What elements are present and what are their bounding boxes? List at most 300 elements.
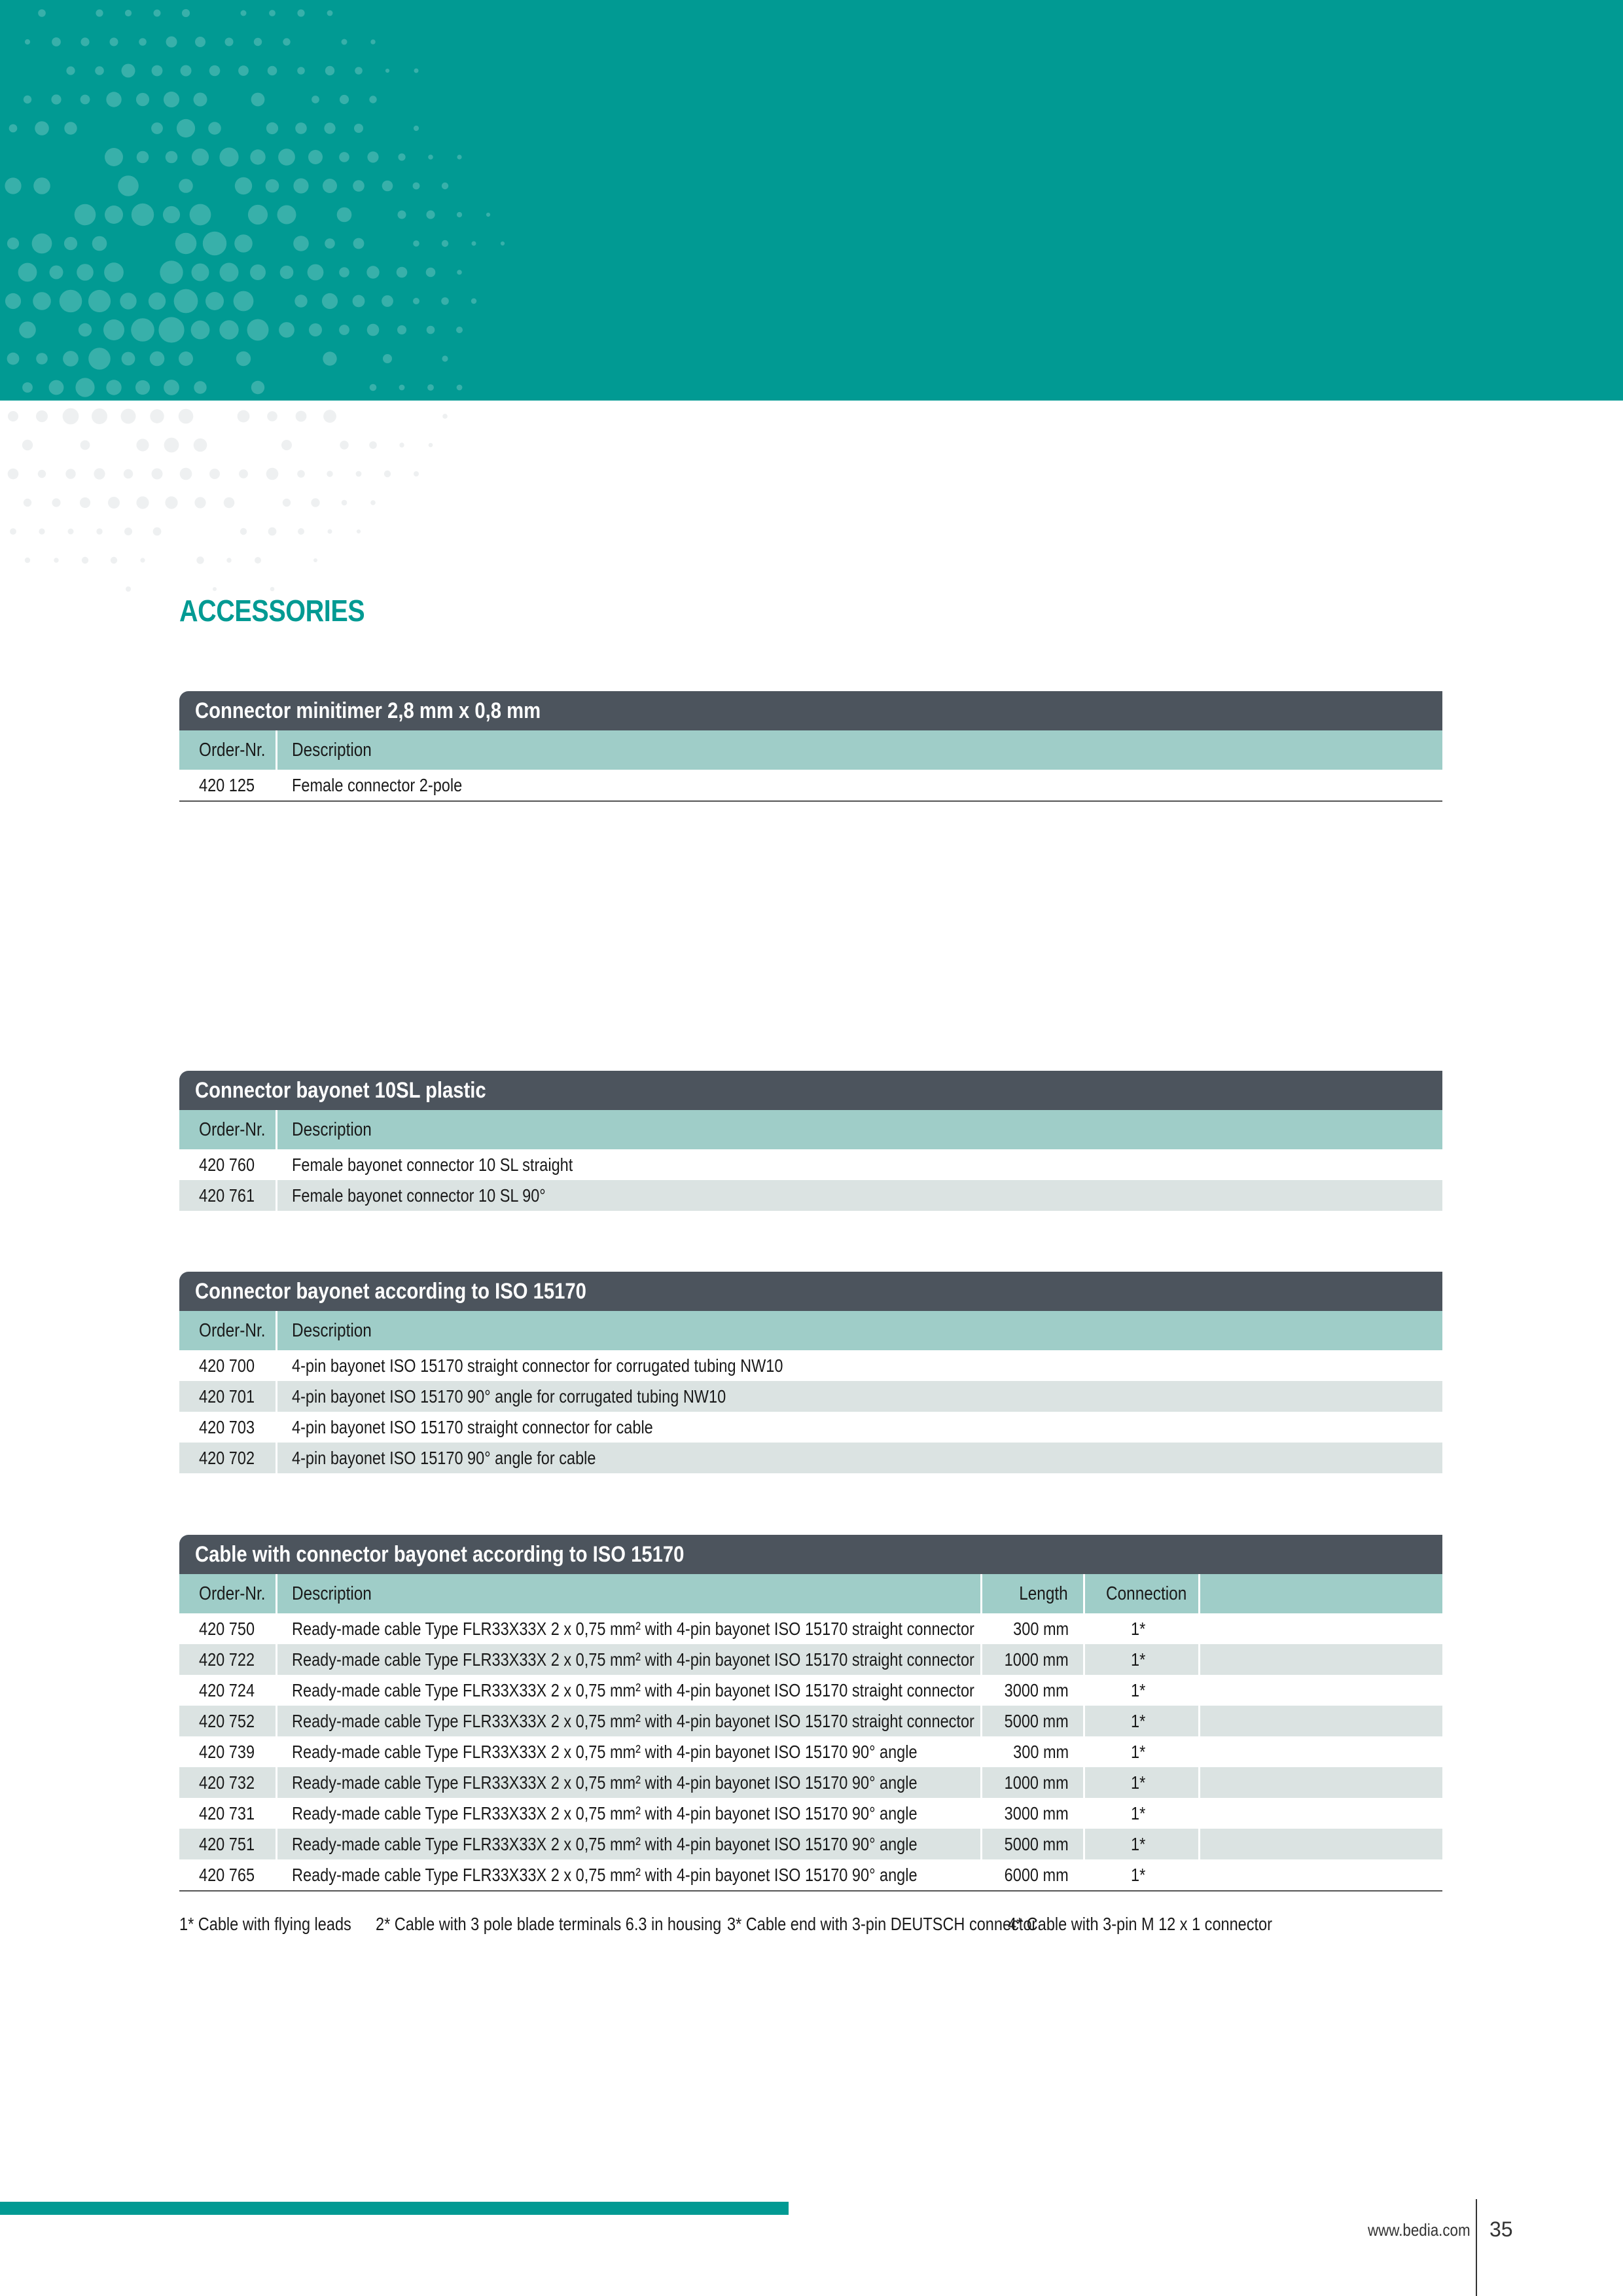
decorative-dot [158,317,184,342]
footer-divider [1476,2199,1477,2296]
table-header-row [179,1574,1442,1613]
length: 1000 mm [982,1767,1085,1798]
connection: 1* [1085,1706,1200,1736]
decorative-dot [60,290,82,313]
decorative-dot [255,557,261,564]
empty-cell [1200,1644,1442,1675]
decorative-dot [5,177,21,194]
decorative-dot [209,65,221,77]
decorative-dot [120,293,136,309]
decorative-dot [180,468,192,480]
order-number: 420 739 [179,1736,277,1767]
description: Ready-made cable Type FLR33X33X 2 x 0,75 mm² with 4-pin bayonet ISO 15170 straight connector [277,1644,982,1675]
decorative-dot [49,380,64,395]
header-description: Description [277,1574,982,1613]
decorative-dot [296,411,307,422]
decorative-dot [442,414,448,419]
decorative-dot [88,348,111,370]
length: 5000 mm [982,1829,1085,1859]
decorative-dot [7,353,20,365]
connection: 1* [1085,1675,1200,1706]
decorative-dot [22,382,33,393]
empty-cell [1200,1736,1442,1767]
decorative-dot [122,352,135,366]
decorative-dot [226,558,231,562]
decorative-dot [457,270,462,275]
decorative-dot [75,378,94,397]
table-row [179,1706,1442,1736]
decorative-dot [36,410,48,422]
decorative-dot [177,119,195,137]
description: Ready-made cable Type FLR33X33X 2 x 0,75 mm² with 4-pin bayonet ISO 15170 90° angle [277,1798,982,1829]
table-connector-minitimer [179,691,1442,802]
table-title: Connector bayonet according to ISO 15170 [179,1272,1442,1311]
decorative-dot [356,471,362,477]
table-row [179,1767,1442,1798]
decorative-dot [152,65,163,77]
decorative-dot [268,66,277,76]
description: Ready-made cable Type FLR33X33X 2 x 0,75 mm² with 4-pin bayonet ISO 15170 90° angle [277,1736,982,1767]
decorative-dot [164,438,179,453]
decorative-dot [426,210,435,219]
decorative-dot [342,39,348,45]
decorative-dot [88,290,111,312]
connection: 1* [1085,1644,1200,1675]
decorative-dot [442,355,448,361]
description: 4-pin bayonet ISO 15170 straight connector for corrugated tubing NW10 [292,1355,783,1376]
decorative-dot [383,354,392,363]
decorative-dot [277,206,296,224]
decorative-dot [54,558,58,562]
decorative-dot [213,587,217,591]
decorative-dot [238,410,250,423]
page-number: 35 [1489,2217,1513,2241]
decorative-dot [181,65,192,77]
order-number: 420 765 [179,1859,277,1890]
decorative-dot [293,236,309,251]
decorative-dot [165,496,177,509]
decorative-dot [457,212,462,217]
table-row [179,1180,1442,1211]
decorative-dot [340,95,349,104]
decorative-dot [196,556,204,564]
decorative-dot [108,497,120,509]
decorative-dot [501,242,505,245]
decorative-dot [398,153,405,160]
decorative-dot [266,179,279,193]
order-number: 420 752 [179,1706,277,1736]
decorative-dot [323,179,337,193]
decorative-dot [68,529,74,535]
decorative-dot [139,38,147,46]
table-row [179,1859,1442,1890]
decorative-dot [64,237,77,250]
decorative-dot [63,408,79,425]
decorative-dot [366,266,379,278]
decorative-dot [325,66,334,75]
decorative-dot [457,385,463,391]
empty-cell [1200,1859,1442,1890]
length: 6000 mm [982,1859,1085,1890]
decorative-dot [152,469,163,480]
length: 3000 mm [982,1675,1085,1706]
decorative-dot [208,122,221,135]
table-row [179,1412,1442,1443]
footnote-2: 2* Cable with 3 pole blade terminals 6.3 in housing [376,1914,722,1934]
decorative-dot [122,64,135,78]
decorative-dot [268,528,277,536]
decorative-dot [118,175,139,196]
decorative-dot [105,148,123,166]
decorative-dot [240,528,247,535]
header-order: Order-Nr. [179,1110,277,1149]
decorative-dot [239,469,248,478]
decorative-dot [313,558,317,562]
decorative-dot [471,298,476,304]
table-header-row [179,730,1442,770]
decorative-dot [110,38,118,46]
decorative-dot [429,443,433,448]
decorative-dot [220,263,239,282]
decorative-dot [382,181,393,192]
length: 3000 mm [982,1798,1085,1829]
decorative-dot [106,380,121,395]
decorative-dot [325,238,335,249]
decorative-dot [96,9,103,16]
decorative-dot [136,93,149,106]
connection: 1* [1085,1829,1200,1859]
order-number: 420 703 [179,1412,277,1443]
header-connection: Connection [1085,1574,1200,1613]
decorative-dot [25,558,30,563]
decorative-dot [311,498,319,507]
decorative-dot [33,292,51,310]
decorative-dot [111,557,117,564]
decorative-dot [224,497,235,509]
decorative-dot [135,380,150,395]
header-order: Order-Nr. [179,730,277,770]
decorative-dot [137,151,149,164]
table-row [179,1644,1442,1675]
decorative-dot [248,205,268,224]
decorative-dot [64,122,77,134]
header-description: Description [292,740,372,761]
decorative-dot [322,293,338,309]
connection: 1* [1085,1798,1200,1829]
decorative-dot [150,409,164,423]
decorative-dot [106,92,121,107]
decorative-dot [182,9,190,17]
decorative-dot [190,204,211,226]
footer-website-link[interactable]: www.bedia.com [1368,2220,1471,2240]
decorative-dot [339,267,349,278]
order-number: 420 751 [179,1829,277,1859]
table-row [179,770,1442,800]
decorative-dot [63,351,79,367]
length: 5000 mm [982,1706,1085,1736]
decorative-dot [266,122,278,134]
empty-cell [1200,1798,1442,1829]
connection: 1* [1085,1767,1200,1798]
decorative-dot [337,207,352,223]
decorative-dot [385,69,389,73]
table-title: Connector bayonet 10SL plastic [179,1071,1442,1110]
table-connector-bayonet-10sl [179,1071,1442,1211]
decorative-dot [414,126,419,131]
table-row [179,1736,1442,1767]
decorative-dot [80,95,90,105]
decorative-dot [136,496,149,509]
decorative-dot [327,10,333,16]
decorative-dot [353,180,365,192]
decorative-dot [323,410,336,423]
description: Ready-made cable Type FLR33X33X 2 x 0,75 mm² with 4-pin bayonet ISO 15170 straight connector [277,1706,982,1736]
order-number: 420 724 [179,1675,277,1706]
description: Ready-made cable Type FLR33X33X 2 x 0,75 mm² with 4-pin bayonet ISO 15170 90° angle [277,1767,982,1798]
decorative-dot [413,183,420,190]
decorative-dot [19,321,36,338]
table-row [179,1675,1442,1706]
decorative-dot [95,66,104,75]
decorative-dot [92,236,107,251]
decorative-dot [38,9,46,17]
table-cable-with-connector [179,1535,1442,1892]
table-bottom-rule [179,800,1442,802]
decorative-dot [179,179,193,193]
decorative-dot [126,586,131,592]
order-number: 420 750 [179,1613,277,1644]
description: Ready-made cable Type FLR33X33X 2 x 0,75 mm² with 4-pin bayonet ISO 15170 straight connector [277,1613,982,1644]
decorative-dot [428,154,433,160]
decorative-dot [24,96,31,103]
connection: 1* [1085,1859,1200,1890]
decorative-dot [339,152,349,162]
decorative-dot [35,121,49,135]
decorative-dot [234,234,253,253]
decorative-dot [309,323,322,336]
order-number: 420 760 [179,1149,277,1180]
decorative-dot [250,264,266,280]
connection: 1* [1085,1613,1200,1644]
decorative-dot [174,289,198,314]
decorative-dot [442,240,448,247]
header-length: Length [982,1574,1085,1613]
decorative-dot [175,233,197,255]
decorative-dot [164,92,179,107]
decorative-dot [398,211,406,219]
description: 4-pin bayonet ISO 15170 straight connector for cable [292,1417,653,1437]
table-title: Cable with connector bayonet according to ISO 15170 [179,1535,1442,1574]
decorative-dot [124,528,132,535]
decorative-dot [194,381,206,393]
decorative-dot [225,38,234,46]
order-number: 420 761 [179,1180,277,1211]
decorative-dot [339,325,349,335]
decorative-dot [342,500,348,506]
header-order: Order-Nr. [179,1574,277,1613]
section-title: ACCESSORIES [179,594,365,628]
header-empty [1200,1574,1442,1613]
decorative-dot [104,262,124,282]
decorative-dot [103,319,124,340]
decorative-dot [18,263,37,282]
length: 300 mm [982,1736,1085,1767]
decorative-dot [308,150,323,164]
order-number: 420 702 [179,1443,277,1473]
decorative-dot [149,293,166,310]
decorative-dot [312,96,319,103]
decorative-dot [94,468,105,479]
decorative-dot [340,440,348,449]
connection: 1* [1085,1736,1200,1767]
decorative-dot [384,471,391,477]
decorative-dot [427,384,434,391]
decorative-dot [8,411,18,422]
order-number: 420 722 [179,1644,277,1675]
decorative-dot [192,149,209,166]
decorative-dot [269,10,276,16]
decorative-dot [7,238,19,249]
decorative-dot [441,297,449,305]
decorative-dot [92,408,107,424]
table-title: Connector minitimer 2,8 mm x 0,8 mm [179,691,1442,730]
decorative-dot [38,470,46,478]
order-number: 420 700 [179,1350,277,1381]
decorative-dot [456,327,463,333]
decorative-dot [79,323,92,336]
decorative-dot [297,67,305,75]
decorative-dot [163,206,180,223]
decorative-dot [234,291,254,312]
description: Ready-made cable Type FLR33X33X 2 x 0,75 mm² with 4-pin bayonet ISO 15170 straight connector [277,1675,982,1706]
order-number: 420 732 [179,1767,277,1798]
decorative-dot [136,439,149,451]
header-description: Description [292,1320,372,1341]
empty-cell [1200,1706,1442,1736]
decorative-dot [297,9,304,16]
decorative-dot [486,213,490,217]
table-bottom-rule [179,1890,1442,1892]
decorative-dot [32,234,52,254]
decorative-dot [293,178,308,193]
decorative-dot [65,469,75,478]
order-number: 420 731 [179,1798,277,1829]
decorative-dot [96,528,102,534]
decorative-dot [24,499,31,507]
decorative-dot [369,96,376,103]
decorative-dot [140,558,145,562]
decorative-dot [80,440,90,450]
decorative-dot [154,10,161,17]
table-row [179,1350,1442,1381]
decorative-dot [294,295,307,307]
decorative-dot [124,469,133,478]
decorative-dot [382,295,393,307]
decorative-dot [324,122,335,134]
header-description: Description [292,1119,372,1140]
decorative-dot [442,183,448,189]
decorative-dot [413,298,419,304]
table-row [179,1381,1442,1412]
decorative-dot [235,177,252,194]
decorative-dot [22,440,33,450]
decorative-dot [25,39,30,45]
decorative-dot [297,470,305,478]
table-row [179,1798,1442,1829]
decorative-dot [10,528,16,535]
decorative-dot [9,124,18,133]
empty-cell [1200,1767,1442,1798]
table-row [179,1443,1442,1473]
description: 4-pin bayonet ISO 15170 90° angle for corrugated tubing NW10 [292,1386,726,1407]
decorative-dot [132,204,154,226]
decorative-dot [323,351,336,365]
table-header-row [179,1311,1442,1350]
decorative-dot [328,529,332,534]
decorative-dot [295,122,307,134]
decorative-dot [236,351,251,366]
decorative-dot [283,499,291,507]
decorative-dot [399,442,404,447]
empty-cell [1200,1829,1442,1859]
decorative-dot [414,69,419,73]
decorative-dot [52,498,60,507]
decorative-dot [426,268,436,278]
decorative-dot [194,93,207,107]
footnote-1: 1* Cable with flying leads [179,1914,351,1934]
decorative-dot [153,528,162,536]
decorative-dot [191,321,210,340]
decorative-dot [472,242,476,246]
decorative-dot [357,529,361,533]
decorative-dot [353,238,365,249]
decorative-dot [36,353,48,365]
description: Ready-made cable Type FLR33X33X 2 x 0,75 mm² with 4-pin bayonet ISO 15170 90° angle [277,1859,982,1890]
decorative-dot [457,154,461,159]
decorative-dot [151,122,163,134]
decorative-dot [125,10,132,16]
decorative-dot [270,587,275,592]
decorative-dot [241,10,247,16]
decorative-dot [80,37,89,46]
decorative-dot [250,149,265,164]
description: Female bayonet connector 10 SL 90° [292,1185,546,1206]
decorative-dot [195,37,205,47]
length: 300 mm [982,1613,1085,1644]
decorative-dot [179,351,193,366]
decorative-dot [251,93,265,107]
decorative-dot [192,264,209,281]
decorative-dot [166,37,177,48]
decorative-dot [77,264,94,281]
decorative-dot [51,94,61,104]
order-number: 420 701 [179,1381,277,1412]
decorative-dot [166,151,178,164]
decorative-dot [164,380,179,395]
decorative-dot [355,67,363,75]
decorative-dot [5,293,21,309]
decorative-dot [267,411,277,422]
decorative-dot [219,147,238,166]
footnote-4: 4* Cable with 3-pin M 12 x 1 connector [1008,1914,1272,1934]
decorative-dot [413,240,419,247]
table-connector-bayonet-iso15170 [179,1272,1442,1473]
decorative-dot [414,471,419,476]
table-header-row [179,1110,1442,1149]
decorative-dot [75,204,96,226]
decorative-dot [66,66,75,75]
table-row [179,1829,1442,1859]
